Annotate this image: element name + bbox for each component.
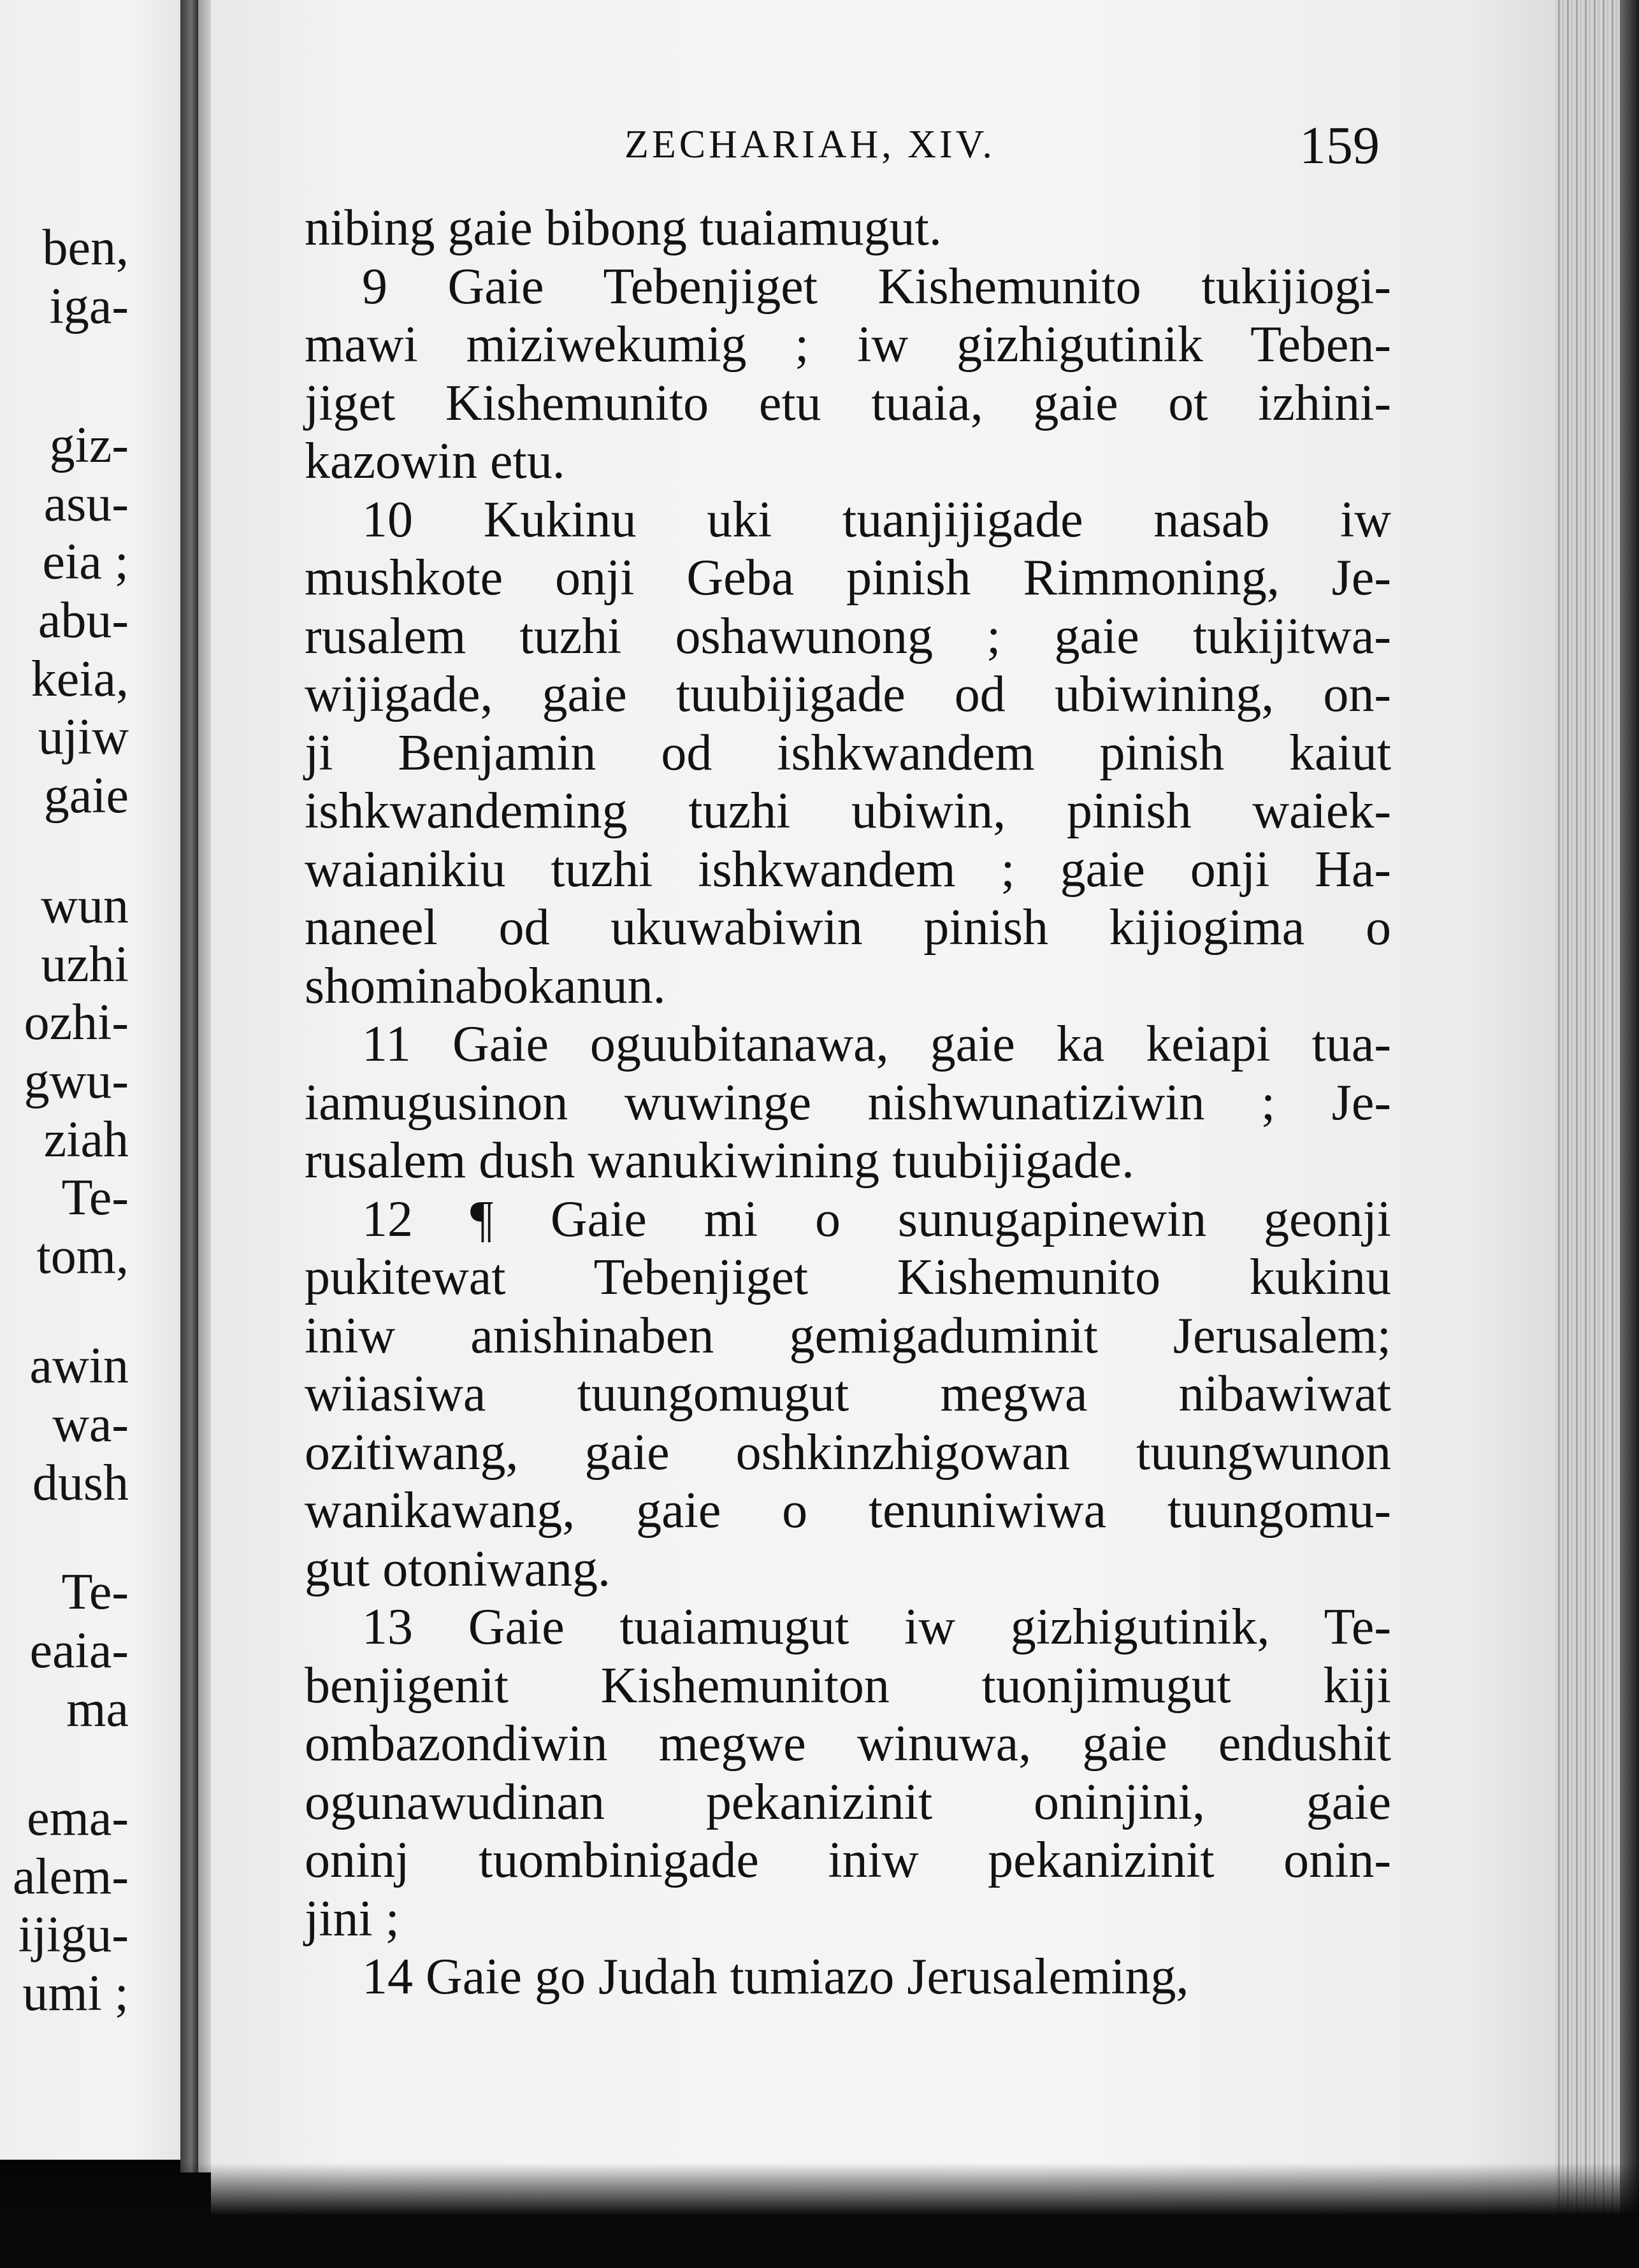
- verse-14-start: 14 Gaie go Judah tumiazo Jerusaleming,: [362, 1949, 1189, 2005]
- left-page-line: ben,: [42, 220, 129, 276]
- left-page-line: uzhi: [41, 937, 129, 993]
- left-page-line: Te-: [61, 1170, 129, 1226]
- left-page-line: wun: [41, 878, 129, 934]
- left-page-line: umi ;: [22, 1965, 129, 2021]
- left-facing-page: [0, 0, 185, 2160]
- scan-bottom-border: [0, 2163, 1639, 2268]
- text-line: iniw anishinaben gemigaduminit Jerusalem;: [305, 1307, 1391, 1364]
- left-page-line: ujiw: [38, 709, 129, 765]
- left-page-line: iga-: [49, 278, 129, 334]
- left-page-line: asu-: [43, 476, 129, 532]
- text-line: ji Benjamin od ishkwandem pinish kaiut: [305, 724, 1391, 781]
- left-page-line: gaie: [43, 768, 129, 824]
- text-line: mawi miziwekumig ; iw gizhigutinik Teben-: [305, 317, 1391, 373]
- verse-12-start: 12 ¶ Gaie mi o sunugapinewin geonji: [362, 1191, 1391, 1247]
- text-line: gut otoniwang.: [305, 1540, 610, 1597]
- gutter-page-edge: [198, 0, 211, 2172]
- verse-9-start: 9 Gaie Tebenjiget Kishemunito tukijiogi-: [362, 258, 1391, 315]
- text-line: shominabokanun.: [305, 958, 666, 1014]
- left-page-line: alem-: [12, 1849, 129, 1905]
- left-page-line: eaia-: [29, 1623, 129, 1679]
- left-page-line: ma: [66, 1681, 129, 1737]
- verse-10-start: 10 Kukinu uki tuanjijigade nasab iw: [362, 491, 1391, 548]
- text-line: wanikawang, gaie o tenuniwiwa tuungomu-: [305, 1482, 1391, 1539]
- left-page-line: ema-: [27, 1790, 129, 1846]
- page-number: 159: [1299, 116, 1380, 175]
- text-line: ozitiwang, gaie oshkinzhigowan tuungwunon: [305, 1424, 1391, 1481]
- left-page-line: Te-: [61, 1564, 129, 1620]
- running-head: ZECHARIAH, XIV.: [625, 123, 995, 166]
- page-stack-edges: [1555, 0, 1639, 2268]
- left-page-line: ozhi-: [24, 994, 129, 1051]
- text-line: wijigade, gaie tuubijigade od ubiwining, on-: [305, 666, 1391, 722]
- page-stack-shadow: [1620, 0, 1639, 2268]
- text-line: jiget Kishemunito etu tuaia, gaie ot izhini-: [305, 375, 1391, 431]
- left-page-line: dush: [32, 1455, 129, 1511]
- text-line: naneel od ukuwabiwin pinish kijiogima o: [305, 900, 1391, 956]
- text-line: ishkwandeming tuzhi ubiwin, pinish waiek-: [305, 783, 1391, 839]
- text-line: mushkote onji Geba pinish Rimmoning, Je-: [305, 550, 1391, 606]
- left-page-line: ziah: [43, 1112, 129, 1168]
- text-line: wiiasiwa tuungomugut megwa nibawiwat: [305, 1366, 1391, 1422]
- text-line: rusalem tuzhi oshawunong ; gaie tukijitwa-: [305, 608, 1391, 664]
- text-line: rusalem dush wanukiwining tuubijigade.: [305, 1133, 1135, 1189]
- page-header: [625, 115, 1380, 185]
- left-page-line: tom,: [36, 1228, 129, 1284]
- book-gutter: [180, 0, 198, 2172]
- left-page-line: abu-: [38, 592, 129, 649]
- text-line: kazowin etu.: [305, 433, 565, 489]
- text-line: jini ;: [305, 1890, 400, 1947]
- text-line: nibing gaie bibong tuaiamugut.: [305, 200, 942, 256]
- text-line: ombazondiwin megwe winuwa, gaie endushit: [305, 1716, 1391, 1772]
- left-page-line: awin: [29, 1338, 129, 1394]
- left-page-line: wa-: [52, 1396, 129, 1453]
- left-page-line: ijigu-: [18, 1907, 129, 1963]
- left-page-line: giz-: [49, 417, 129, 473]
- body-text: [305, 199, 1391, 2007]
- verse-11-start: 11 Gaie oguubitanawa, gaie ka keiapi tua-: [362, 1016, 1391, 1072]
- text-line: pukitewat Tebenjiget Kishemunito kukinu: [305, 1249, 1391, 1305]
- left-page-line: eia ;: [42, 534, 129, 590]
- text-line: iamugusinon wuwinge nishwunatiziwin ; Je-: [305, 1074, 1391, 1131]
- text-line: waianikiu tuzhi ishkwandem ; gaie onji Ha-: [305, 841, 1391, 898]
- left-page-line: keia,: [31, 651, 129, 707]
- left-page-line: gwu-: [24, 1053, 129, 1109]
- text-line: ogunawudinan pekanizinit oninjini, gaie: [305, 1774, 1391, 1830]
- text-line: oninj tuombinigade iniw pekanizinit onin-: [305, 1832, 1391, 1888]
- verse-13-start: 13 Gaie tuaiamugut iw gizhigutinik, Te-: [362, 1599, 1391, 1655]
- text-line: benjigenit Kishemuniton tuonjimugut kiji: [305, 1657, 1391, 1714]
